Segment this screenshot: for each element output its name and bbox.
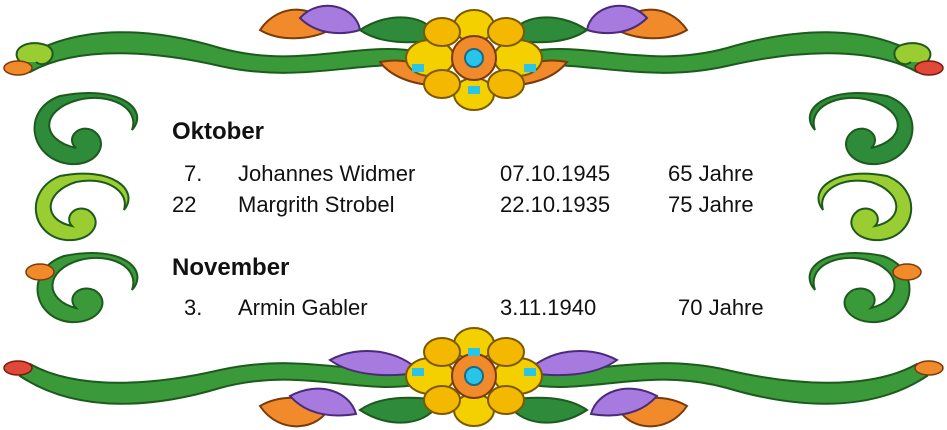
entry-name: Armin Gabler [238, 295, 368, 320]
entry-date: 3.11.1940 [500, 295, 597, 320]
entry-age: 65 Jahre [668, 161, 754, 186]
entry-day: 7. [184, 161, 203, 186]
entry-name: Johannes Widmer [238, 161, 416, 186]
entry-day: 22 [172, 192, 197, 217]
entry-age: 75 Jahre [668, 192, 754, 217]
entry-date: 22.10.1935 [500, 192, 611, 217]
entry-date: 07.10.1945 [500, 161, 611, 186]
month-heading-oktober: Oktober [172, 118, 265, 145]
month-heading-november: November [172, 254, 290, 281]
entry-age: 70 Jahre [678, 295, 764, 320]
entry-name: Margrith Strobel [238, 192, 395, 217]
entry-day: 3. [184, 295, 203, 320]
